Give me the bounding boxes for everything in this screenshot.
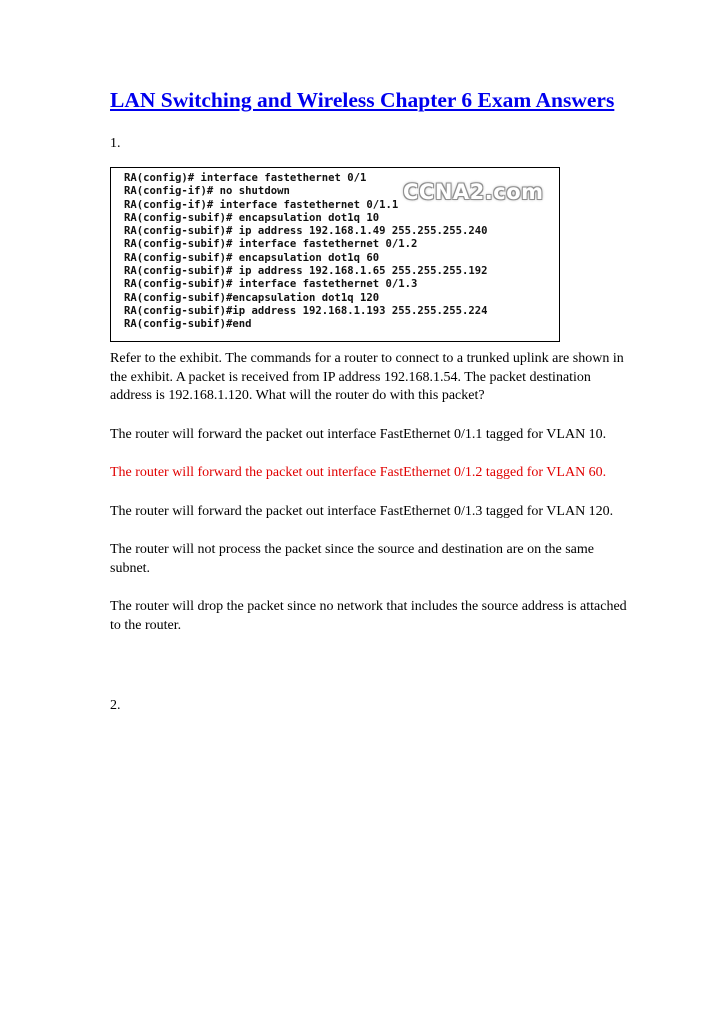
cli-line: RA(config-subif)# ip address 192.168.1.49 255.255.255.240 bbox=[124, 225, 488, 238]
cli-line: RA(config-subif)# ip address 192.168.1.65 255.255.255.192 bbox=[124, 265, 488, 278]
cli-line: RA(config-if)# interface fastethernet 0/1.1 bbox=[124, 198, 399, 211]
answer-option: The router will forward the packet out interface FastEthernet 0/1.3 tagged for VLAN 120. bbox=[110, 503, 614, 519]
cli-exhibit-image bbox=[110, 167, 560, 342]
watermark-logo: CCNA2.com bbox=[403, 180, 544, 204]
cli-line: RA(config-if)# no shutdown bbox=[124, 185, 290, 198]
cli-line: RA(config-subif)#encapsulation dot1q 120 bbox=[124, 291, 380, 304]
cli-line: RA(config-subif)# encapsulation dot1q 10 bbox=[124, 211, 380, 224]
answer-option: The router will not process the packet since the source and destination are on the same subnet. bbox=[110, 542, 594, 576]
cli-line: RA(config-subif)#ip address 192.168.1.193 255.255.255.224 bbox=[124, 304, 488, 317]
cli-line: RA(config-subif)# encapsulation dot1q 60 bbox=[124, 251, 380, 264]
cli-line: RA(config-subif)# interface fastethernet 0/1.3 bbox=[124, 278, 418, 291]
answer-option: The router will forward the packet out interface FastEthernet 0/1.1 tagged for VLAN 10. bbox=[110, 426, 607, 442]
question-text: Refer to the exhibit. The commands for a router to connect to a trunked uplink are shown in the exhibit. A packet is received from IP address 192.168.1.54. The packet destination address is 192.168.1.120. What will the router do with this packet? bbox=[110, 351, 624, 403]
document-title-link[interactable]: LAN Switching and Wireless Chapter 6 Exam Answers bbox=[110, 88, 615, 112]
cli-line: RA(config)# interface fastethernet 0/1 bbox=[124, 172, 367, 184]
cli-line: RA(config-subif)#end bbox=[124, 318, 252, 331]
answer-option-correct: The router will forward the packet out interface FastEthernet 0/1.2 tagged for VLAN 60. bbox=[110, 465, 607, 480]
document-page bbox=[110, 88, 630, 715]
question-number: 2. bbox=[110, 698, 121, 713]
answer-option: The router will drop the packet since no network that includes the source address is attached to the router. bbox=[110, 599, 627, 633]
question-number: 1. bbox=[110, 136, 121, 151]
cli-line: RA(config-subif)# interface fastethernet 0/1.2 bbox=[124, 238, 418, 251]
